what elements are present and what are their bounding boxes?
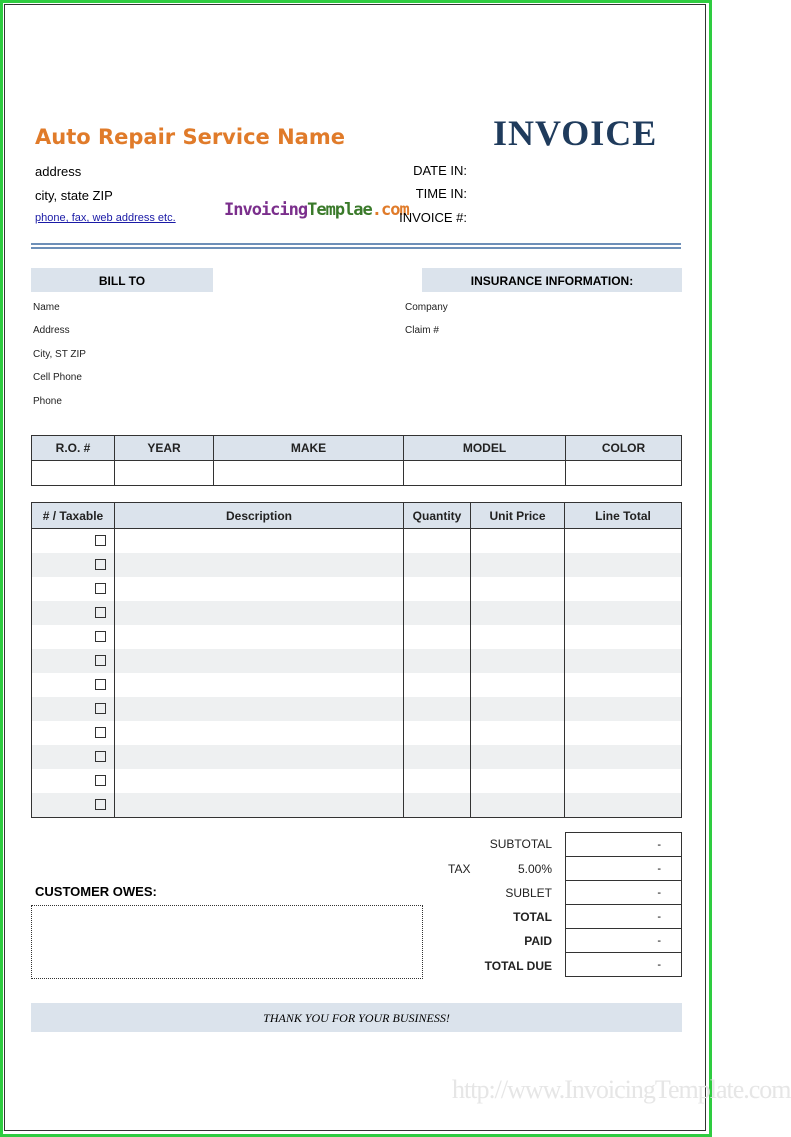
taxable-header: # / Taxable xyxy=(32,503,115,529)
make-cell[interactable] xyxy=(214,461,404,486)
insurance-claim-label: Claim # xyxy=(405,325,439,336)
line-total-cell[interactable] xyxy=(565,577,682,601)
description-cell[interactable] xyxy=(115,529,404,554)
line-total-cell[interactable] xyxy=(565,769,682,793)
header-divider xyxy=(31,243,681,253)
taxable-checkbox[interactable] xyxy=(95,727,106,738)
description-cell[interactable] xyxy=(115,553,404,577)
customer-owes-box[interactable] xyxy=(31,905,423,979)
taxable-checkbox[interactable] xyxy=(95,703,106,714)
ro-number-header: R.O. # xyxy=(32,436,115,461)
vehicle-table xyxy=(31,435,682,486)
invoice-title: INVOICE xyxy=(493,113,658,153)
taxable-cell xyxy=(32,721,115,745)
tax-label: TAX xyxy=(448,862,471,876)
quantity-cell[interactable] xyxy=(404,721,471,745)
ro-number-cell[interactable] xyxy=(32,461,115,486)
subtotal-label: SUBTOTAL xyxy=(489,837,552,851)
unit-price-cell[interactable] xyxy=(471,553,565,577)
line-total-cell[interactable] xyxy=(565,793,682,818)
unit-price-cell[interactable] xyxy=(471,793,565,818)
line-total-cell[interactable] xyxy=(565,625,682,649)
bill-to-phone-label: Phone xyxy=(33,396,62,407)
taxable-cell xyxy=(32,529,115,554)
table-row xyxy=(32,577,682,601)
taxable-checkbox[interactable] xyxy=(95,751,106,762)
line-total-cell[interactable] xyxy=(565,697,682,721)
quantity-cell[interactable] xyxy=(404,601,471,625)
line-total-cell[interactable] xyxy=(565,721,682,745)
unit-price-cell[interactable] xyxy=(471,721,565,745)
description-cell[interactable] xyxy=(115,745,404,769)
tax-rate: 5.00% xyxy=(517,862,552,876)
table-row xyxy=(32,649,682,673)
invoice-number-label: INVOICE #: xyxy=(399,210,467,225)
description-cell[interactable] xyxy=(115,793,404,818)
color-header: COLOR xyxy=(566,436,682,461)
taxable-cell xyxy=(32,793,115,818)
description-cell[interactable] xyxy=(115,577,404,601)
description-cell[interactable] xyxy=(115,769,404,793)
date-in-label: DATE IN: xyxy=(413,163,467,178)
taxable-cell xyxy=(32,697,115,721)
company-address: address xyxy=(35,164,82,179)
description-cell[interactable] xyxy=(115,601,404,625)
logo-part-1: Invoicing xyxy=(224,200,308,220)
description-cell[interactable] xyxy=(115,721,404,745)
unit-price-cell[interactable] xyxy=(471,601,565,625)
paid-label: PAID xyxy=(524,934,552,948)
model-header: MODEL xyxy=(404,436,566,461)
table-row xyxy=(32,601,682,625)
taxable-checkbox[interactable] xyxy=(95,607,106,618)
insurance-heading: INSURANCE INFORMATION: xyxy=(422,268,682,292)
totals-table xyxy=(565,832,682,977)
unit-price-cell[interactable] xyxy=(471,649,565,673)
logo xyxy=(224,200,409,220)
bill-to-city-label: City, ST ZIP xyxy=(33,349,86,360)
company-name: Auto Repair Service Name xyxy=(35,125,345,149)
quantity-cell[interactable] xyxy=(404,673,471,697)
description-cell[interactable] xyxy=(115,649,404,673)
table-row xyxy=(32,529,682,554)
subtotal-value: - xyxy=(566,833,682,857)
quantity-cell[interactable] xyxy=(404,697,471,721)
taxable-checkbox[interactable] xyxy=(95,631,106,642)
taxable-checkbox[interactable] xyxy=(95,775,106,786)
color-cell[interactable] xyxy=(566,461,682,486)
logo-part-3: .com xyxy=(371,200,409,220)
year-header: YEAR xyxy=(115,436,214,461)
unit-price-cell[interactable] xyxy=(471,577,565,601)
table-row xyxy=(32,625,682,649)
sublet-value: - xyxy=(566,881,682,905)
quantity-cell[interactable] xyxy=(404,793,471,818)
taxable-cell xyxy=(32,649,115,673)
taxable-cell xyxy=(32,745,115,769)
thank-you-banner: THANK YOU FOR YOUR BUSINESS! xyxy=(31,1003,682,1032)
line-items-table xyxy=(31,502,682,818)
bill-to-heading: BILL TO xyxy=(31,268,213,292)
quantity-cell[interactable] xyxy=(404,745,471,769)
quantity-cell[interactable] xyxy=(404,625,471,649)
taxable-cell xyxy=(32,625,115,649)
bill-to-name-label: Name xyxy=(33,302,60,313)
taxable-cell xyxy=(32,769,115,793)
line-total-cell[interactable] xyxy=(565,529,682,554)
unit-price-cell[interactable] xyxy=(471,769,565,793)
total-value: - xyxy=(566,905,682,929)
line-total-cell[interactable] xyxy=(565,649,682,673)
bill-to-address-label: Address xyxy=(33,325,70,336)
line-total-cell[interactable] xyxy=(565,553,682,577)
sublet-label: SUBLET xyxy=(505,886,552,900)
taxable-checkbox[interactable] xyxy=(95,799,106,810)
taxable-cell xyxy=(32,577,115,601)
table-row xyxy=(32,793,682,818)
total-label: TOTAL xyxy=(513,910,552,924)
unit-price-cell[interactable] xyxy=(471,625,565,649)
quantity-cell[interactable] xyxy=(404,553,471,577)
unit-price-cell[interactable] xyxy=(471,529,565,554)
description-cell[interactable] xyxy=(115,697,404,721)
quantity-cell[interactable] xyxy=(404,577,471,601)
contact-link[interactable]: phone, fax, web address etc. xyxy=(35,212,176,224)
tax-value: - xyxy=(566,857,682,881)
taxable-checkbox[interactable] xyxy=(95,679,106,690)
description-header: Description xyxy=(115,503,404,529)
year-cell[interactable] xyxy=(115,461,214,486)
quantity-cell[interactable] xyxy=(404,769,471,793)
unit-price-cell[interactable] xyxy=(471,673,565,697)
total-due-label: TOTAL DUE xyxy=(484,959,552,973)
company-city-state-zip: city, state ZIP xyxy=(35,188,113,203)
table-row xyxy=(32,721,682,745)
unit-price-header: Unit Price xyxy=(471,503,565,529)
line-total-cell[interactable] xyxy=(565,601,682,625)
unit-price-cell[interactable] xyxy=(471,745,565,769)
taxable-checkbox[interactable] xyxy=(95,535,106,546)
taxable-cell xyxy=(32,673,115,697)
line-total-cell[interactable] xyxy=(565,673,682,697)
description-cell[interactable] xyxy=(115,625,404,649)
quantity-header: Quantity xyxy=(404,503,471,529)
watermark: http://www.InvoicingTemplate.com xyxy=(452,1075,791,1104)
unit-price-cell[interactable] xyxy=(471,697,565,721)
taxable-checkbox[interactable] xyxy=(95,583,106,594)
taxable-checkbox[interactable] xyxy=(95,559,106,570)
table-row xyxy=(32,697,682,721)
insurance-company-label: Company xyxy=(405,302,448,313)
model-cell[interactable] xyxy=(404,461,566,486)
quantity-cell[interactable] xyxy=(404,649,471,673)
line-total-header: Line Total xyxy=(565,503,682,529)
taxable-checkbox[interactable] xyxy=(95,655,106,666)
quantity-cell[interactable] xyxy=(404,529,471,554)
logo-part-2: Templae xyxy=(307,200,372,220)
line-total-cell[interactable] xyxy=(565,745,682,769)
table-row xyxy=(32,673,682,697)
customer-owes-label: CUSTOMER OWES: xyxy=(35,884,157,899)
table-row xyxy=(32,769,682,793)
bill-to-cell-phone-label: Cell Phone xyxy=(33,372,82,383)
taxable-cell xyxy=(32,553,115,577)
time-in-label: TIME IN: xyxy=(415,186,467,201)
total-due-value: - xyxy=(566,953,682,977)
description-cell[interactable] xyxy=(115,673,404,697)
table-row xyxy=(32,745,682,769)
make-header: MAKE xyxy=(214,436,404,461)
paid-value: - xyxy=(566,929,682,953)
taxable-cell xyxy=(32,601,115,625)
table-row xyxy=(32,553,682,577)
